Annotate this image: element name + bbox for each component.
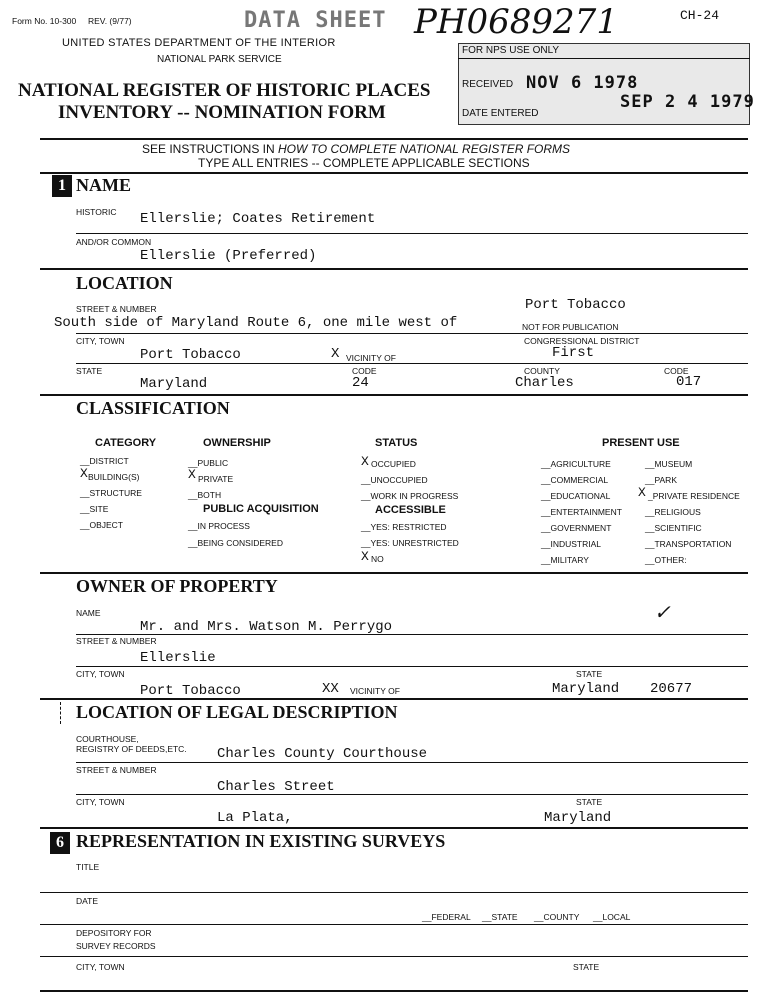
survey-federal[interactable]: __FEDERAL <box>422 912 471 922</box>
common-value: Ellerslie (Preferred) <box>140 248 317 264</box>
use-military: __MILITARY <box>541 555 589 565</box>
location-vicinity-mark: X <box>331 346 340 362</box>
location-vicinity-label: VICINITY OF <box>346 353 396 363</box>
owner-city-label: CITY, TOWN <box>76 669 125 679</box>
date-entered-label: DATE ENTERED <box>462 108 539 119</box>
survey-state-label: STATE <box>573 962 600 972</box>
use-scientific: __SCIENTIFIC <box>645 523 702 533</box>
category-building: BUILDING(S) <box>88 472 140 482</box>
ownership-head: OWNERSHIP <box>203 437 271 449</box>
received-label: RECEIVED <box>462 79 514 90</box>
use-educational: __EDUCATIONAL <box>541 491 611 501</box>
legal-city-label: CITY, TOWN <box>76 797 125 807</box>
location-title: LOCATION <box>76 273 173 293</box>
present-use-head: PRESENT USE <box>602 437 680 449</box>
survey-title-label: TITLE <box>76 862 100 872</box>
use-agriculture: __AGRICULTURE <box>541 459 611 469</box>
accessible-unrestricted: __YES: UNRESTRICTED <box>361 538 459 548</box>
location-street-label: STREET & NUMBER <box>76 304 157 314</box>
classification-title: CLASSIFICATION <box>76 398 230 418</box>
use-industrial: __INDUSTRIAL <box>541 539 602 549</box>
location-code2-value: 017 <box>676 374 702 390</box>
depository-label-2: SURVEY RECORDS <box>76 941 156 951</box>
location-state-value: Maryland <box>140 376 208 392</box>
ph-number: PH0689271 <box>414 2 618 42</box>
location-state-label: STATE <box>76 366 103 376</box>
legal-state-label: STATE <box>576 797 603 807</box>
depository-label-1: DEPOSITORY FOR <box>76 928 152 938</box>
survey-state[interactable]: __STATE <box>482 912 518 922</box>
use-park: __PARK <box>645 475 677 485</box>
use-other: __OTHER: <box>645 555 687 565</box>
location-street-extra: Port Tobacco <box>525 297 626 313</box>
surveys-title: REPRESENTATION IN EXISTING SURVEYS <box>76 831 446 851</box>
department: UNITED STATES DEPARTMENT OF THE INTERIOR <box>62 37 336 49</box>
instructions-line1: SEE INSTRUCTIONS IN HOW TO COMPLETE NATIONAL REGISTER FORMS <box>142 142 571 156</box>
accessible-head: ACCESSIBLE <box>375 504 446 516</box>
courthouse-label-1: COURTHOUSE, <box>76 734 139 744</box>
ch-number: CH-24 <box>680 8 720 23</box>
location-code2-label: CODE <box>664 366 689 376</box>
status-unoccupied: __UNOCCUPIED <box>361 475 428 485</box>
use-entertainment: __ENTERTAINMENT <box>541 507 622 517</box>
data-sheet-stamp: DATA SHEET <box>244 8 387 33</box>
ownership-private: PRIVATE <box>198 474 234 484</box>
acquisition-being-considered: __BEING CONSIDERED <box>188 538 283 548</box>
owner-name-value: Mr. and Mrs. Watson M. Perrygo <box>140 619 393 635</box>
legal-title: LOCATION OF LEGAL DESCRIPTION <box>76 702 398 722</box>
section-name-title: NAME <box>76 175 131 195</box>
public-acquisition-head: PUBLIC ACQUISITION <box>203 503 319 515</box>
owner-street-value: Ellerslie <box>140 650 216 666</box>
ownership-both: __BOTH <box>188 490 222 500</box>
location-city-value: Port Tobacco <box>140 347 241 363</box>
use-government: __GOVERNMENT <box>541 523 612 533</box>
legal-state-value: Maryland <box>544 810 612 826</box>
section-number-1: 1 <box>52 175 72 197</box>
check-mark-icon: ✓ <box>654 600 671 624</box>
survey-city-label: CITY, TOWN <box>76 962 125 972</box>
legal-city-value: La Plata, <box>217 810 293 826</box>
owner-zip: 20677 <box>650 681 693 697</box>
owner-title: OWNER OF PROPERTY <box>76 576 278 596</box>
accessible-restricted: __YES: RESTRICTED <box>361 522 447 532</box>
ownership-public: __PUBLIC <box>188 458 229 468</box>
use-religious: __RELIGIOUS <box>645 507 701 517</box>
accessible-no: NO <box>371 554 384 564</box>
status-occupied-mark: X <box>361 454 369 469</box>
use-private-residence: _PRIVATE RESIDENCE <box>648 491 740 501</box>
form-title-line1: NATIONAL REGISTER OF HISTORIC PLACES <box>18 80 431 101</box>
owner-street-label: STREET & NUMBER <box>76 636 157 646</box>
historic-label: HISTORIC <box>76 207 117 217</box>
courthouse-label-2: REGISTRY OF DEEDS,ETC. <box>76 744 187 754</box>
owner-city-value: Port Tobacco <box>140 683 241 699</box>
category-building-mark: X <box>80 466 88 481</box>
revision: REV. (9/77) <box>88 16 132 26</box>
survey-local[interactable]: __LOCAL <box>593 912 631 922</box>
ownership-private-mark: X <box>188 467 196 482</box>
congressional-district-label: CONGRESSIONAL DISTRICT <box>524 336 640 346</box>
location-code-label: CODE <box>352 366 377 376</box>
accessible-no-mark: X <box>361 549 369 564</box>
location-county-label: COUNTY <box>524 366 560 376</box>
acquisition-in-process: __IN PROCESS <box>188 521 250 531</box>
category-structure: __STRUCTURE <box>80 488 142 498</box>
category-head: CATEGORY <box>95 437 157 449</box>
location-county-value: Charles <box>515 375 574 391</box>
owner-vicinity-label: VICINITY OF <box>350 686 400 696</box>
category-site: __SITE <box>80 504 109 514</box>
owner-vicinity-mark: XX <box>322 681 339 697</box>
legal-street-label: STREET & NUMBER <box>76 765 157 775</box>
instructions-line2: TYPE ALL ENTRIES -- COMPLETE APPLICABLE SECTIONS <box>198 156 530 170</box>
location-code-value: 24 <box>352 375 369 391</box>
date-entered-value: SEP 2 4 1979 <box>620 92 755 112</box>
nps-box-title: FOR NPS USE ONLY <box>462 45 560 56</box>
common-label: AND/OR COMMON <box>76 237 152 247</box>
courthouse-value: Charles County Courthouse <box>217 746 428 762</box>
survey-county[interactable]: __COUNTY <box>534 912 580 922</box>
congressional-district-value: First <box>552 345 595 361</box>
status-head: STATUS <box>375 437 418 449</box>
location-street-value: South side of Maryland Route 6, one mile west of <box>54 315 458 331</box>
survey-date-label: DATE <box>76 896 99 906</box>
status-occupied: OCCUPIED <box>371 459 416 469</box>
category-district: __DISTRICT <box>80 456 129 466</box>
not-for-publication-label: NOT FOR PUBLICATION <box>522 322 619 332</box>
owner-state-value: Maryland <box>552 681 620 697</box>
use-private-residence-mark: X <box>638 485 646 500</box>
historic-value: Ellerslie; Coates Retirement <box>140 211 376 227</box>
owner-state-label: STATE <box>576 669 603 679</box>
use-commercial: __COMMERCIAL <box>541 475 609 485</box>
park-service: NATIONAL PARK SERVICE <box>157 54 282 65</box>
owner-name-label: NAME <box>76 608 101 618</box>
form-number: Form No. 10-300 <box>12 16 77 26</box>
status-work-in-progress: __WORK IN PROGRESS <box>361 491 459 501</box>
category-object: __OBJECT <box>80 520 123 530</box>
section-number-6: 6 <box>50 832 70 854</box>
use-museum: __MUSEUM <box>645 459 693 469</box>
received-date: NOV 6 1978 <box>526 73 639 93</box>
use-transportation: __TRANSPORTATION <box>645 539 732 549</box>
legal-street-value: Charles Street <box>217 779 335 795</box>
form-title-line2: INVENTORY -- NOMINATION FORM <box>58 102 386 123</box>
location-city-label: CITY, TOWN <box>76 336 125 346</box>
